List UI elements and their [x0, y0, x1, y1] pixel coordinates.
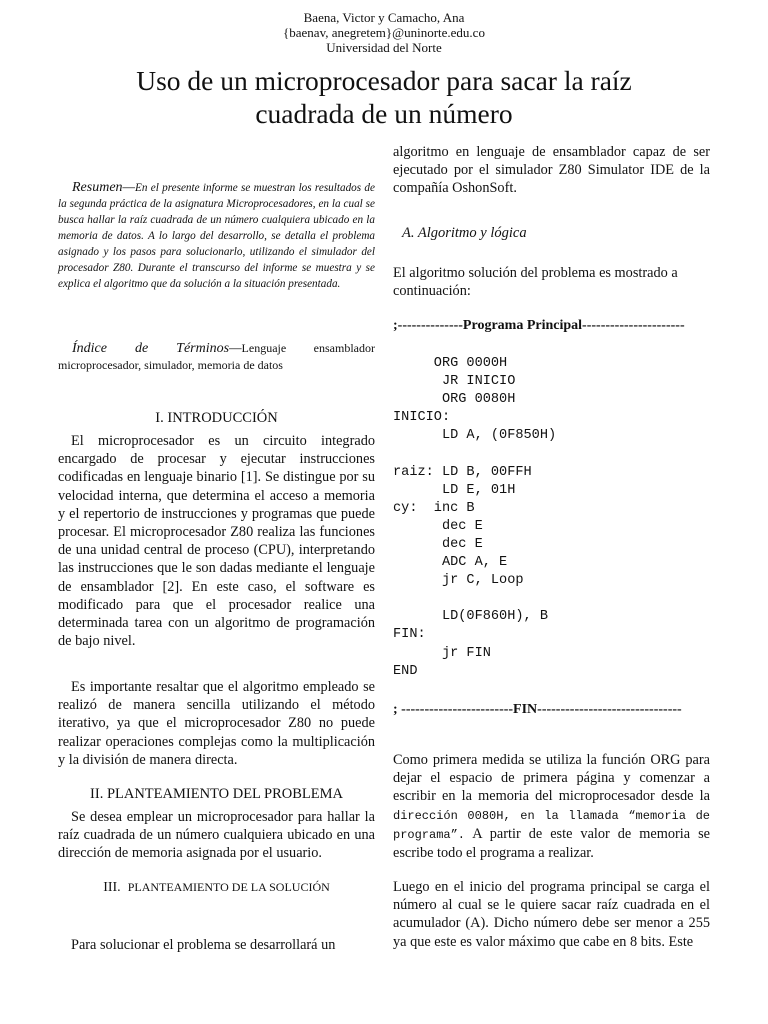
- code-line: ORG 0080H: [393, 392, 516, 408]
- section-3-number: III.: [103, 880, 121, 895]
- abstract: [58, 180, 375, 292]
- section-1-paragraph-2: Es importante resaltar que el algoritmo empleado se realizó de manera sencilla utilizando el método iterativo, ya que el microprocesador Z80 no puede realizar operaciones complejas como la multiplicación y la división de manera directa.: [58, 679, 375, 768]
- code-line: LD E, 01H: [393, 482, 516, 498]
- abstract-lead: Resumen—: [72, 180, 135, 195]
- title-line-2: cuadrada de un número: [255, 98, 513, 129]
- org-paragraph-text-2: A partir de este valor de memoria se escribe todo el programa a realizar.: [393, 825, 710, 862]
- code-line: JR INICIO: [393, 374, 516, 390]
- paper-title: [100, 64, 668, 130]
- org-paragraph-text-1: Como primera medida se utiliza la función ORG para dejar el espacio de primera página y comenzar a escribir en la memoria del microprocesador desde la: [393, 752, 710, 805]
- section-2-paragraph-1: Se desea emplear un microprocesador para hallar la raíz cuadrada de un número cualquiera ubicado en una dirección de memoria asignada por el usuario.: [58, 809, 375, 862]
- author-block: [0, 10, 768, 55]
- inicio-paragraph: Luego en el inicio del programa principal se carga el número al cual se le quiere sacar raíz cuadrada en el acumulador (A). Dicho número debe ser menor a 255 ya que este es valor máximo que cabe en 8 bits. Este: [393, 879, 710, 950]
- code-line: LD(0F860H), B: [393, 609, 548, 625]
- section-2-title: II. PLANTEAMIENTO DEL PROBLEMA: [90, 786, 343, 802]
- subsection-a-title: A. Algoritmo y lógica: [402, 225, 527, 241]
- section-3-title: [58, 880, 375, 896]
- code-line: FIN:: [393, 627, 426, 643]
- code-header: ;--------------Programa Principal----------------------: [393, 318, 685, 333]
- code-line: jr C, Loop: [393, 573, 524, 589]
- affiliation: Universidad del Norte: [326, 40, 442, 55]
- authors: Baena, Victor y Camacho, Ana: [303, 10, 465, 25]
- org-paragraph-mono: dirección 0080H, en la llamada “memoria de programa”.: [393, 808, 710, 842]
- section-3-paragraph-1: Para solucionar el problema se desarrollará un: [71, 937, 336, 953]
- code-line: END: [393, 663, 418, 679]
- code-line: cy: inc B: [393, 500, 475, 516]
- index-terms: [58, 340, 375, 374]
- code-block: [393, 355, 710, 681]
- section-1-title: I. INTRODUCCIÓN: [155, 410, 278, 426]
- code-line: [393, 445, 710, 463]
- section-3-label: PLANTEAMIENTO DE LA SOLUCIÓN: [127, 880, 330, 894]
- title-line-1: Uso de un microprocesador para sacar la raíz: [136, 65, 632, 96]
- section-1-paragraph-1: El microprocesador es un circuito integrado encargado de procesar y ejecutar instrucciones codificadas en lenguaje binario [1]. Se distingue por su velocidad interna, que determina el acceso a memoria y el repertorio de instrucciones y programas que puede procesar. El microprocesador Z80 realiza las funciones de una unidad central de proceso (CPU), interpretando las instrucciones que le son dadas mediante el lenguaje de ensamblador [2]. En este caso, el software es modificado para que el procesador realice una determinada tarea con un algoritmo de programación de bajo nivel.: [58, 433, 375, 650]
- code-line: ADC A, E: [393, 555, 508, 571]
- index-terms-lead: Índice de Términos—: [72, 341, 242, 356]
- code-line: LD A, (0F850H): [393, 428, 557, 444]
- code-line: jr FIN: [393, 645, 491, 661]
- code-line: dec E: [393, 518, 483, 534]
- emails: {baenav, anegretem}@uninorte.edu.co: [283, 25, 485, 40]
- code-line: INICIO:: [393, 410, 451, 426]
- code-footer: ; ------------------------FIN-------------------------------: [393, 702, 682, 717]
- code-line: dec E: [393, 536, 483, 552]
- org-paragraph: [393, 751, 710, 862]
- code-line: [393, 590, 710, 608]
- index-terms-text: Lenguaje ensamblador microprocesador, simulador, memoria de datos: [58, 341, 375, 372]
- section-3-paragraph-continued: algoritmo en lenguaje de ensamblador capaz de ser ejecutado por el simulador Z80 Simulator IDE de la compañía OshonSoft.: [393, 144, 710, 197]
- code-line: ORG 0000H: [393, 356, 508, 371]
- subsection-a-paragraph: El algoritmo solución del problema es mostrado a continuación:: [393, 265, 678, 300]
- code-line: raiz: LD B, 00FFH: [393, 464, 532, 480]
- abstract-text: En el presente informe se muestran los resultados de la segunda práctica de la asignatura Microprocesadores, en la cual se busca hallar la raíz cuadrada de un número cualquiera ubicado en la memoria de datos. A lo largo del desarrollo, se detalla el problema asignado y los pasos para solucionarlo, utilizando el simulador del procesador Z80. Durante el transcurso del informe se muestra y se explica el algoritmo que da solución a la situación presentada.: [58, 182, 375, 290]
